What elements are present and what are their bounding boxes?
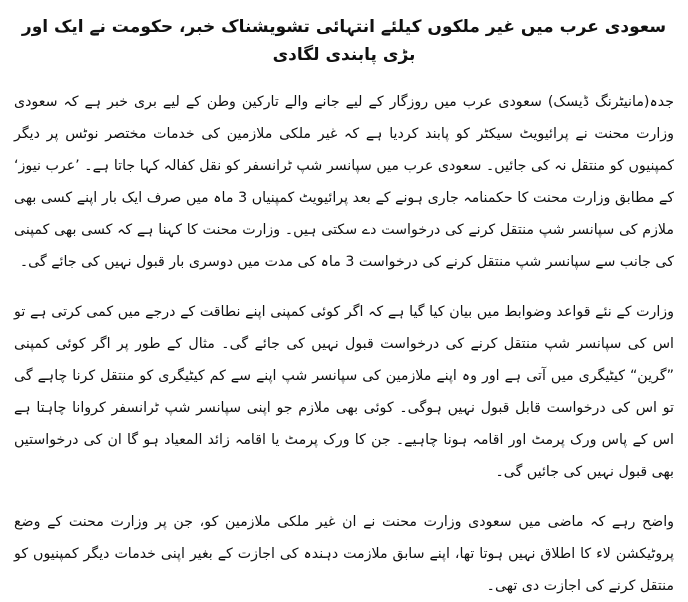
article-headline: سعودی عرب میں غیر ملکوں کیلئے انتہائی تشویشناک خبر، حکومت نے ایک اور بڑی پابندی لگادی bbox=[21, 17, 667, 65]
article-paragraph-1: جدہ(مانیٹرنگ ڈیسک) سعودی عرب میں روزگار کے لیے جانے والے تارکین وطن کے لیے بری خبر ہے کہ سعودی وزارت محنت نے پرائیویٹ سیکٹر کو پابند کردیا ہے کہ غیر ملکی ملازمین کی خدمات مختصر نوٹس پر دیگر کمپنیوں کو منتقل نہ کی جائیں۔ سعودی عرب میں سپانسر شپ ٹرانسفر کو نقل کفالہ کہا جاتا ہے۔ ’عرب نیوز‘ کے مطابق وزارت محنت کا حکمنامہ جاری ہونے کے بعد پرائیویٹ کمپنیاں 3 ماہ میں صرف ایک بار اپنے کسی بھی ملازم کی سپانسر شپ منتقل کرنے کی درخواست دے سکتی ہیں۔ وزارت محنت کا کہنا ہے کہ کسی بھی کمپنی کی جانب سے سپانسر شپ منتقل کرنے کی درخواست 3 ماہ کی مدت میں دوسری بار قبول نہیں کی جائے گی۔ bbox=[14, 94, 674, 270]
article-paragraph-3: واضح رہے کہ ماضی میں سعودی وزارت محنت نے ان غیر ملکی ملازمین کو، جن پر وزارت محنت کے وضع پروٹیکشن لاء کا اطلاق نہیں ہوتا تھا، اپنے سابق ملازمت دہندہ کی اجازت کے بغیر اپنی خدمات دیگر کمپنیوں کو منتقل کرنے کی اجازت دی تھی۔ bbox=[14, 514, 674, 594]
article-paragraph-2: وزارت کے نئے قواعد وضوابط میں بیان کیا گیا ہے کہ اگر کوئی کمپنی اپنے نطاقت کے درجے میں کمی کرتی ہے تو اس کی سپانسر شپ منتقل کرنے کی درخواست قبول نہیں کی جائے گی۔ مثال کے طور پر اگر کوئی کمپنی ”گرین“ کیٹیگری میں آتی ہے اور وہ اپنے ملازمین کی سپانسر شپ اپنے سے کم کیٹیگری کو منتقل کرنا چاہے گی تو اس کی درخواست قابل قبول نہیں ہوگی۔ کوئی بھی ملازم جو اپنی سپانسر شپ ٹرانسفر کروانا چاہتا ہے اس کے پاس ورک پرمٹ اور اقامہ ہونا چاہیے۔ جن کا ورک پرمٹ یا اقامہ زائد المعیاد ہو گا ان کی درخواستیں بھی قبول نہیں کی جائیں گی۔ bbox=[14, 304, 674, 480]
news-article bbox=[14, 0, 674, 600]
